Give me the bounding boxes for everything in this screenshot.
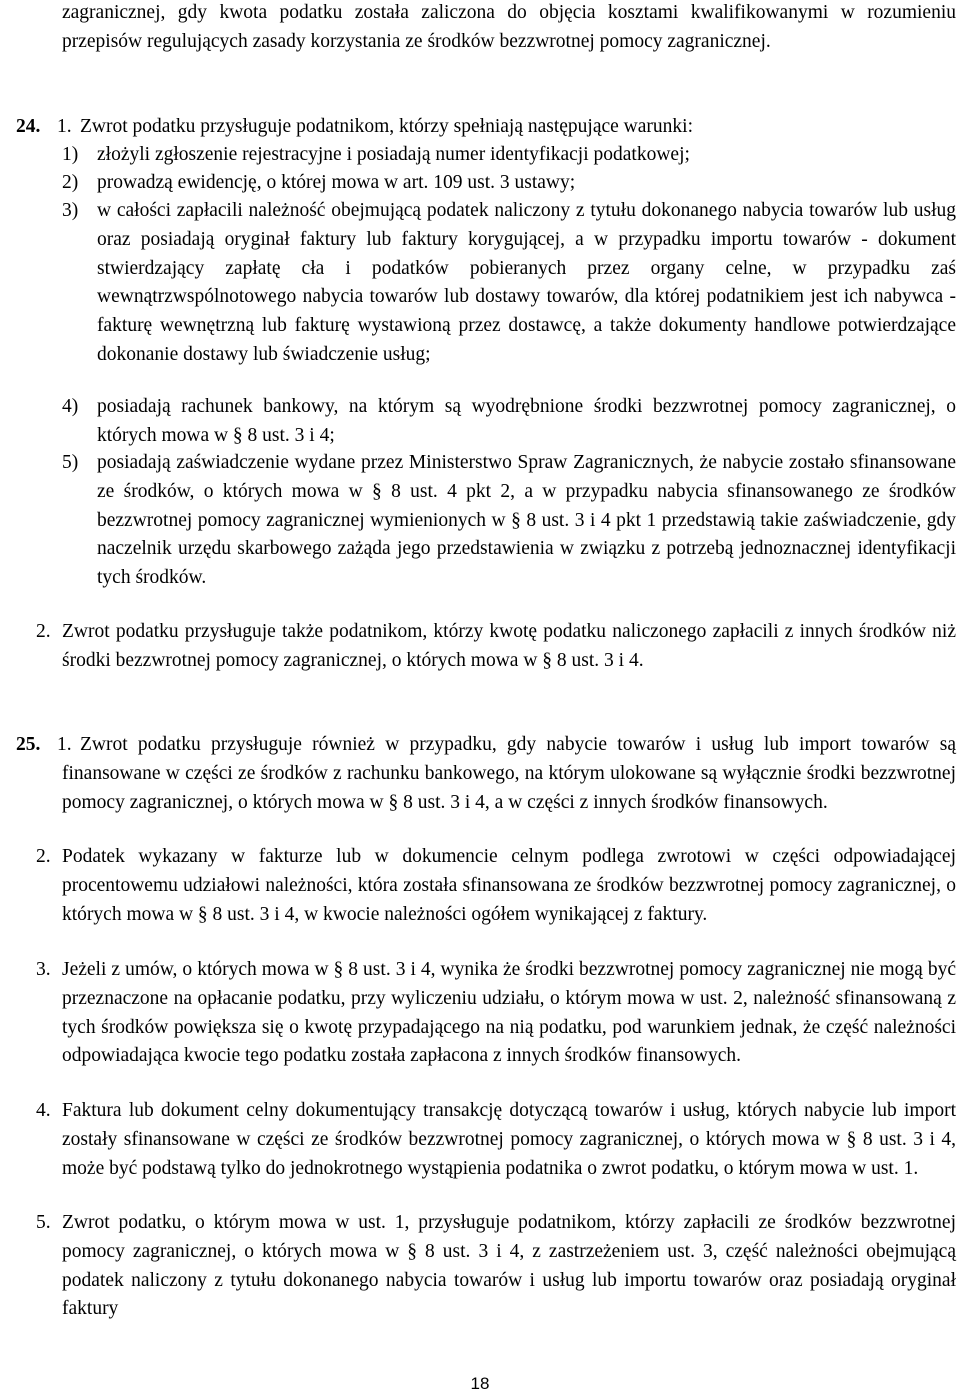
paragraph-number: 1. [57,734,72,755]
list-item-text: prowadzą ewidencję, o której mowa w art. 109 ust. 3 ustawy; [97,172,576,193]
paragraph-number: 4. [36,1100,51,1121]
paragraph-number: 5. [36,1212,51,1233]
list-item-text: posiadają rachunek bankowy, na którym są wyodrębnione środki bezzwrotnej pomocy zagranicznej, o których mowa w § 8 ust. 3 i 4; [97,396,956,446]
paragraph-number: 1. [57,116,72,137]
paragraph-text: Zwrot podatku przysługuje podatnikom, którzy spełniają następujące warunki: [80,116,694,137]
paragraph-number: 3. [36,959,51,980]
list-item-number: 5) [62,452,79,473]
paragraph-text: Zwrot podatku przysługuje również w przypadku, gdy nabycie towarów i usług lub import towarów są finansowane w części ze środków z rachunku bankowego, na którym ulokowane są wyłącznie środki bezzwrotnej pomocy zagranicznej, o których mowa w § 8 ust. 3 i 4, a w części z innych środków finansowych. [62,734,956,813]
list-item-number: 2) [62,172,79,193]
page-number: 18 [470,1374,490,1393]
paragraph-text: Zwrot podatku, o którym mowa w ust. 1, przysługuje podatnikom, którzy zapłacili ze środków bezzwrotnej pomocy zagranicznej, o których mowa w § 8 ust. 3 i 4, z zastrzeżeniem ust. 3, część należności obejmującą podatek naliczony z tytułu dokonanego nabycia towarów i usług lub importu towarów oraz posiadają oryginał faktury [62,1212,956,1320]
paragraph-text: Jeżeli z umów, o których mowa w § 8 ust. 3 i 4, wynika że środki bezzwrotnej pomocy zagranicznej nie mogą być przeznaczone na opłacanie podatku, przy wyliczeniu udziału, o którym mowa w ust. 2, należność sfinansowaną z tych środków powiększa się o kwotę przypadającego na nią podatku, pod warunkiem jednak, że część należności odpowiadająca kwocie tego podatku została zapłacona z innych środków finansowych. [62,959,956,1067]
list-item-text: złożyli zgłoszenie rejestracyjne i posiadają numer identyfikacji podatkowej; [97,144,690,165]
paragraph-number: 2. [36,621,51,642]
paragraph-text: Podatek wykazany w fakturze lub w dokumencie celnym podlega zwrotowi w części odpowiadającej procentowemu udziałowi należności, która została sfinansowana ze środków bezzwrotnej pomocy zagranicznej, o których mowa w § 8 ust. 3 i 4, w kwocie należności ogółem wynikającej z faktury. [62,846,956,925]
article-25-label: 25. [16,734,41,755]
list-item-number: 4) [62,396,79,417]
list-item-text: posiadają zaświadczenie wydane przez Ministerstwo Spraw Zagranicznych, że nabycie zostało sfinansowane ze środków, o których mowa w § 8 ust. 4 pkt 2, a w przypadku nabycia sfinansowanego ze środków bezzwrotnej pomocy zagranicznej wymienionych w § 8 ust. 3 i 4 pkt 1 przedstawią takie zaświadczenie, gdy naczelnik urzędu skarbowego zażąda jego przedstawienia w związku z potrzebą jednoznacznej identyfikacji tych środków. [97,452,956,589]
continued-paragraph: zagranicznej, gdy kwota podatku została zaliczona do objęcia kosztami kwalifikowanymi w rozumieniu przepisów regulujących zasady korzystania ze środków bezzwrotnej pomocy zagranicznej. [62,2,956,52]
paragraph-number: 2. [36,846,51,867]
list-item-number: 3) [62,200,79,221]
article-24-label: 24. [16,116,41,137]
paragraph-text: Zwrot podatku przysługuje także podatnikom, którzy kwotę podatku naliczonego zapłacili z innych środków niż środki bezzwrotnej pomocy zagranicznej, o których mowa w § 8 ust. 3 i 4. [62,621,956,671]
paragraph-text: Faktura lub dokument celny dokumentujący transakcję dotyczącą towarów i usług, których nabycie lub import zostały sfinansowane w części ze środków bezzwrotnej pomocy zagranicznej, o których mowa w § 8 ust. 3 i 4, może być podstawą tylko do jednokrotnego wystąpienia podatnika o zwrot podatku, o którym mowa w ust. 1. [62,1100,956,1179]
list-item-text: w całości zapłacili należność obejmującą podatek naliczony z tytułu dokonanego nabycia towarów lub usług oraz posiadają oryginał faktury lub faktury korygującej, a w przypadku importu towarów - dokument stwierdzający zapłatę cła i podatków pobieranych przez organy celne, w przypadku zaś wewnątrzwspólnotowego nabycia towarów lub dostawy towarów, dla której podatnikiem jest ich nabywca - fakturę wewnętrzną lub fakturę wystawioną przez dostawcę, a także dokumenty handlowe potwierdzające dokonanie dostawy lub świadczenie usług; [97,200,956,365]
list-item-number: 1) [62,144,79,165]
